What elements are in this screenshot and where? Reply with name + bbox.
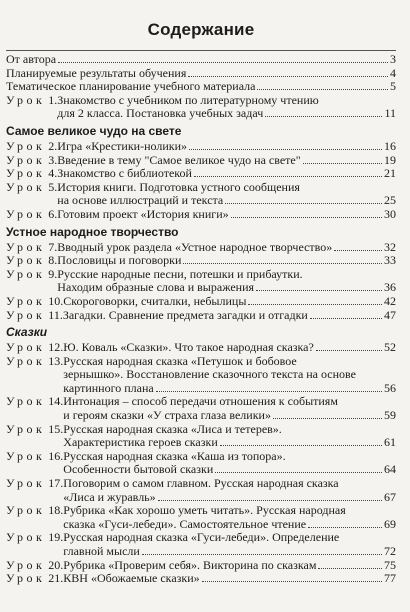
lesson-label bbox=[6, 140, 57, 154]
toc-entry bbox=[6, 355, 396, 396]
lesson-word: Урок bbox=[6, 239, 46, 254]
dot-leader bbox=[231, 217, 382, 218]
lesson-number: 1. bbox=[45, 92, 58, 107]
entry-body bbox=[57, 181, 396, 208]
divider bbox=[6, 50, 396, 51]
dot-leader bbox=[215, 472, 382, 473]
page-number: 3 bbox=[390, 52, 396, 66]
lesson-label bbox=[6, 423, 63, 450]
page-number: 33 bbox=[384, 253, 396, 268]
lesson-number: 11. bbox=[45, 307, 63, 322]
lesson-label bbox=[6, 309, 63, 323]
entry-text: Пословицы и поговорки bbox=[57, 253, 182, 268]
lesson-word: Урок bbox=[6, 293, 46, 308]
lesson-label bbox=[6, 241, 57, 255]
entry-title: Планируемые результаты обучения bbox=[6, 65, 187, 80]
page-number: 61 bbox=[384, 435, 396, 450]
toc-entry bbox=[6, 53, 396, 67]
toc-entry bbox=[6, 208, 396, 222]
entry-line bbox=[63, 518, 396, 532]
lesson-number: 17. bbox=[45, 476, 64, 491]
lesson-number: 9. bbox=[45, 266, 58, 281]
toc-entry bbox=[6, 309, 396, 323]
page-number: 21 bbox=[384, 166, 396, 181]
entry-line bbox=[63, 436, 396, 450]
lesson-word: Урок bbox=[6, 530, 46, 545]
dot-leader bbox=[220, 445, 382, 446]
entry-body bbox=[63, 504, 396, 531]
page-number: 30 bbox=[384, 206, 396, 221]
page-number: 32 bbox=[384, 239, 396, 254]
dot-leader bbox=[257, 89, 388, 90]
toc-entry bbox=[6, 572, 396, 586]
entry-text: КВН «Обожаемые сказки» bbox=[63, 571, 200, 586]
lesson-number: 6. bbox=[45, 206, 58, 221]
entry-text: «Лиса и журавль» bbox=[63, 489, 156, 504]
lesson-word: Урок bbox=[6, 448, 46, 463]
lesson-label bbox=[6, 504, 63, 531]
dot-leader bbox=[316, 350, 382, 351]
entry-body bbox=[57, 208, 396, 222]
dot-leader bbox=[202, 581, 382, 582]
toc-entry bbox=[6, 450, 396, 477]
entry-text: Введение в тему "Самое великое чудо на свете" bbox=[57, 152, 301, 167]
entry-text: и героям сказки «У страха глаза велики» bbox=[63, 408, 271, 423]
lesson-number: 2. bbox=[45, 138, 58, 153]
section-heading: Самое великое чудо на свете bbox=[6, 123, 182, 138]
dot-leader bbox=[225, 203, 382, 204]
entry-text: на основе иллюстраций и текста bbox=[57, 193, 224, 208]
entry-title: От автора bbox=[6, 52, 57, 66]
lesson-word: Урок bbox=[6, 340, 46, 355]
page-number: 64 bbox=[384, 462, 396, 477]
entry-body bbox=[57, 268, 396, 295]
lesson-label bbox=[6, 341, 63, 355]
page-number: 56 bbox=[384, 380, 396, 395]
lesson-label bbox=[6, 395, 63, 422]
entry-body bbox=[63, 450, 396, 477]
entry-body bbox=[57, 167, 396, 181]
entry-line: Русская народная сказка «Лиса и тетерев». bbox=[63, 421, 282, 436]
entry-text: Игра «Крестики-нолики» bbox=[57, 138, 187, 153]
page-number: 69 bbox=[384, 516, 396, 531]
lesson-label bbox=[6, 355, 63, 396]
lesson-label bbox=[6, 208, 57, 222]
entry-line bbox=[63, 341, 396, 355]
lesson-number: 16. bbox=[45, 448, 64, 463]
page-number: 19 bbox=[384, 152, 396, 167]
toc-entry bbox=[6, 181, 396, 208]
toc-entry bbox=[6, 268, 396, 295]
entry-text: Знакомство с библиотекой bbox=[57, 166, 192, 181]
toc-entry bbox=[6, 80, 396, 94]
lesson-word: Урок bbox=[6, 394, 46, 409]
lesson-number: 7. bbox=[45, 239, 58, 254]
entry-line bbox=[57, 167, 396, 181]
lesson-word: Урок bbox=[6, 503, 46, 518]
entry-line bbox=[63, 409, 396, 423]
entry-body bbox=[63, 477, 396, 504]
lesson-label bbox=[6, 154, 57, 168]
entry-body bbox=[57, 94, 396, 121]
entry-line bbox=[63, 491, 396, 505]
lesson-label bbox=[6, 268, 57, 295]
dot-leader bbox=[256, 290, 382, 291]
lesson-number: 20. bbox=[45, 557, 64, 572]
dot-leader bbox=[248, 304, 382, 305]
page-number: 52 bbox=[384, 340, 396, 355]
entry-body bbox=[63, 423, 396, 450]
entry-body bbox=[63, 309, 396, 323]
entry-text: для 2 класса. Постановка учебных задач bbox=[57, 106, 264, 121]
lesson-word: Урок bbox=[6, 206, 46, 221]
page-number: 25 bbox=[384, 193, 396, 208]
dot-leader bbox=[265, 116, 382, 117]
entry-body bbox=[63, 559, 396, 573]
toc-entry bbox=[6, 341, 396, 355]
lesson-word: Урок bbox=[6, 253, 46, 268]
lesson-number: 21. bbox=[45, 571, 64, 586]
lesson-word: Урок bbox=[6, 571, 46, 586]
entry-line: зернышко». Восстановление сказочного текста на основе bbox=[63, 367, 356, 382]
dot-leader bbox=[194, 176, 382, 177]
toc-entry bbox=[6, 395, 396, 422]
lesson-number: 5. bbox=[45, 179, 58, 194]
lesson-number: 18. bbox=[45, 503, 64, 518]
entry-line bbox=[63, 463, 396, 477]
toc-entry bbox=[6, 504, 396, 531]
toc-entry bbox=[6, 241, 396, 255]
toc-entry bbox=[6, 67, 396, 81]
entry-text: картинного плана bbox=[63, 380, 154, 395]
entry-line: Знакомство с учебником по литературному чтению bbox=[57, 92, 319, 107]
entry-body bbox=[63, 572, 396, 586]
entry-title: Тематическое планирование учебного материала bbox=[6, 79, 256, 94]
entry-text: сказка «Гуси-лебеди». Самостоятельное чтение bbox=[63, 516, 307, 531]
lesson-word: Урок bbox=[6, 307, 46, 322]
entry-text: Рубрика «Проверим себя». Викторина по сказкам bbox=[63, 557, 317, 572]
lesson-label bbox=[6, 167, 57, 181]
page-title: Содержание bbox=[147, 20, 255, 39]
entry-text: главной мысли bbox=[63, 544, 140, 558]
entry-line bbox=[57, 208, 396, 222]
entry-line: Русская народная сказка «Каша из топора». bbox=[63, 448, 286, 463]
lesson-label bbox=[6, 559, 63, 573]
dot-leader bbox=[310, 318, 382, 319]
dot-leader bbox=[308, 527, 382, 528]
lesson-number: 13. bbox=[45, 353, 64, 368]
toc-entry bbox=[6, 559, 396, 573]
entry-line: Интонация – способ передачи отношения к событиям bbox=[63, 394, 338, 409]
entry-line: Русские народные песни, потешки и прибаутки. bbox=[57, 266, 303, 281]
dot-leader bbox=[303, 163, 382, 164]
dot-leader bbox=[334, 250, 382, 251]
dot-leader bbox=[188, 76, 388, 77]
entry-line: Русская народная сказка «Гуси-лебеди». Определение bbox=[63, 530, 340, 545]
entry-body bbox=[63, 395, 396, 422]
entry-line bbox=[63, 295, 396, 309]
toc-entry bbox=[6, 140, 396, 154]
page-number: 42 bbox=[384, 293, 396, 308]
section-heading: Устное народное творчество bbox=[6, 224, 179, 239]
lesson-number: 14. bbox=[45, 394, 64, 409]
toc-entry bbox=[6, 167, 396, 181]
entry-line bbox=[57, 194, 396, 208]
entry-line bbox=[57, 254, 396, 268]
dot-leader bbox=[183, 263, 382, 264]
dot-leader bbox=[189, 149, 382, 150]
lesson-word: Урок bbox=[6, 179, 46, 194]
entry-body bbox=[57, 154, 396, 168]
lesson-label bbox=[6, 94, 57, 121]
page-number: 16 bbox=[384, 138, 396, 153]
entry-line: Поговорим о самом главном. Русская народная сказка bbox=[63, 476, 339, 491]
lesson-word: Урок bbox=[6, 152, 46, 167]
page-number: 36 bbox=[384, 280, 396, 295]
lesson-label bbox=[6, 254, 57, 268]
lesson-word: Урок bbox=[6, 557, 46, 572]
entry-body bbox=[57, 254, 396, 268]
entry-line bbox=[63, 382, 396, 396]
toc-entry bbox=[6, 477, 396, 504]
lesson-word: Урок bbox=[6, 476, 46, 491]
page-number: 72 bbox=[384, 544, 396, 558]
page-number: 11 bbox=[384, 106, 396, 121]
lesson-number: 19. bbox=[45, 530, 64, 545]
entry-line: История книги. Подготовка устного сообщения bbox=[57, 179, 300, 194]
entry-line bbox=[63, 545, 396, 559]
entry-line bbox=[57, 107, 396, 121]
dot-leader bbox=[58, 62, 388, 63]
lesson-word: Урок bbox=[6, 92, 46, 107]
entry-line bbox=[63, 572, 396, 586]
lesson-word: Урок bbox=[6, 166, 46, 181]
page-number: 4 bbox=[390, 65, 396, 80]
toc-entry bbox=[6, 295, 396, 309]
lesson-label bbox=[6, 450, 63, 477]
entry-line bbox=[57, 281, 396, 295]
toc-entry bbox=[6, 531, 396, 558]
dot-leader bbox=[158, 500, 382, 501]
page-number: 47 bbox=[384, 307, 396, 322]
lesson-word: Урок bbox=[6, 138, 46, 153]
entry-body bbox=[57, 241, 396, 255]
entry-line: Рубрика «Как хорошо уметь читать». Русская народная bbox=[63, 503, 346, 518]
page-number: 75 bbox=[384, 557, 396, 572]
entry-text: Характеристика героев сказки bbox=[63, 435, 218, 450]
lesson-number: 4. bbox=[45, 166, 58, 181]
page-number: 59 bbox=[384, 408, 396, 423]
lesson-label bbox=[6, 572, 63, 586]
entry-text: Скороговорки, считалки, небылицы bbox=[63, 293, 247, 308]
dot-leader bbox=[142, 554, 382, 555]
lesson-number: 10. bbox=[45, 293, 64, 308]
entry-body bbox=[57, 140, 396, 154]
page-number: 77 bbox=[384, 571, 396, 586]
entry-line bbox=[57, 154, 396, 168]
lesson-number: 15. bbox=[45, 421, 64, 436]
toc-entry bbox=[6, 154, 396, 168]
entry-text: Находим образные слова и выражения bbox=[57, 280, 255, 295]
entry-text: Вводный урок раздела «Устное народное творчество» bbox=[57, 239, 333, 254]
lesson-number: 8. bbox=[45, 253, 58, 268]
entry-line bbox=[57, 241, 396, 255]
entry-text: Загадки. Сравнение предмета загадки и отгадки bbox=[62, 307, 308, 322]
entry-text: Готовим проект «История книги» bbox=[57, 206, 229, 221]
entry-body bbox=[63, 355, 396, 396]
entry-body bbox=[63, 341, 396, 355]
toc-entry bbox=[6, 254, 396, 268]
entry-line bbox=[63, 559, 396, 573]
dot-leader bbox=[273, 418, 382, 419]
lesson-number: 3. bbox=[45, 152, 58, 167]
page-number: 5 bbox=[390, 79, 396, 94]
lesson-word: Урок bbox=[6, 421, 46, 436]
toc-entry bbox=[6, 423, 396, 450]
lesson-word: Урок bbox=[6, 266, 46, 281]
entry-text: Особенности бытовой сказки bbox=[63, 462, 214, 477]
dot-leader bbox=[318, 568, 382, 569]
entry-text: Ю. Коваль «Сказки». Что такое народная сказка? bbox=[63, 340, 314, 355]
entry-body bbox=[63, 295, 396, 309]
entry-line: Русская народная сказка «Петушок и бобовое bbox=[63, 353, 297, 368]
entry-line bbox=[63, 309, 396, 323]
lesson-label bbox=[6, 295, 63, 309]
entry-line bbox=[57, 140, 396, 154]
lesson-label bbox=[6, 477, 63, 504]
toc-entry bbox=[6, 94, 396, 121]
page-number: 67 bbox=[384, 489, 396, 504]
entry-body bbox=[63, 531, 396, 558]
lesson-number: 12. bbox=[45, 340, 64, 355]
lesson-label bbox=[6, 531, 63, 558]
lesson-label bbox=[6, 181, 57, 208]
section-heading: Сказки bbox=[6, 325, 48, 340]
table-of-contents bbox=[6, 53, 396, 586]
lesson-word: Урок bbox=[6, 353, 46, 368]
dot-leader bbox=[156, 391, 382, 392]
